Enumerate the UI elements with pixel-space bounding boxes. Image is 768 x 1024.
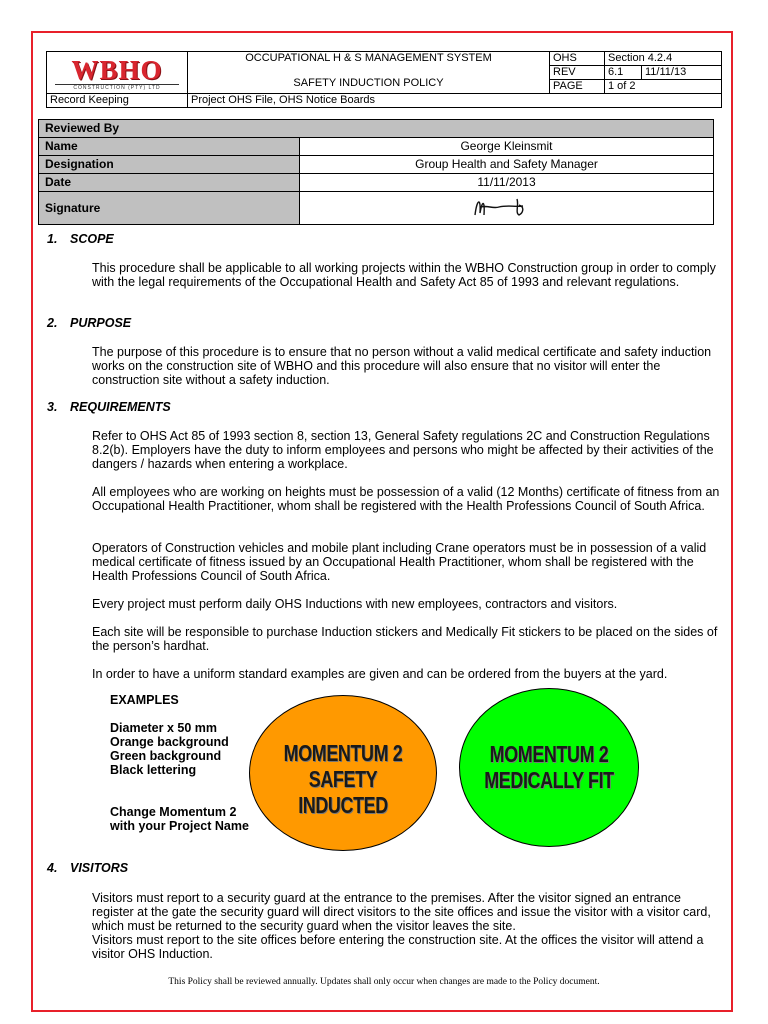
safety-inducted-sticker — [249, 695, 437, 851]
name-value: George Kleinsmit — [300, 138, 714, 156]
examples-line: Green background — [110, 749, 222, 763]
document-header-table — [46, 51, 722, 108]
examples-line: Change Momentum 2 — [110, 805, 237, 819]
section-number: 4. — [47, 861, 58, 875]
date-value: 11/11/2013 — [300, 174, 714, 192]
policy-title: SAFETY INDUCTION POLICY — [293, 77, 444, 89]
section-title: VISITORS — [70, 861, 129, 875]
purpose-text: The purpose of this procedure is to ensure that no person without a valid medical certificate and safety induction works on the construction site of WBHO and this procedure will also ensure that no visitor will enter the construction site without a safety induction. — [92, 345, 712, 387]
ohs-label: OHS — [550, 52, 605, 66]
requirements-p6: In order to have a uniform standard examples are given and can be ordered from the buyers at the yard. — [92, 667, 668, 681]
section-title: PURPOSE — [70, 316, 132, 330]
signature-label: Signature — [39, 192, 300, 225]
sticker-line: SAFETY INDUCTED — [298, 766, 388, 818]
reviewed-by-title: Reviewed By — [39, 120, 714, 138]
reviewed-by-table — [38, 119, 714, 225]
section-title: SCOPE — [70, 232, 114, 246]
scope-text: This procedure shall be applicable to all working projects within the WBHO Construction group in order to comply with the legal requirements of the Occupational Health and Safety Act 85 of 1993 and relevant regulations. — [92, 261, 716, 289]
date-label: Date — [39, 174, 300, 192]
section-number: 3. — [47, 400, 58, 414]
ohs-value: Section 4.2.4 — [605, 52, 722, 66]
name-label: Name — [39, 138, 300, 156]
rev-value: 6.1 — [605, 66, 642, 80]
rev-label: REV — [550, 66, 605, 80]
examples-line: with your Project Name — [110, 819, 249, 833]
medically-fit-sticker — [459, 688, 639, 847]
sticker-line: MEDICALLY FIT — [484, 767, 614, 793]
section-requirements-heading — [47, 400, 171, 414]
examples-line: Orange background — [110, 735, 229, 749]
examples-heading: EXAMPLES — [110, 693, 179, 707]
section-purpose-heading — [47, 316, 131, 330]
logo-subtext: CONSTRUCTION (PTY) LTD — [55, 84, 179, 92]
designation-label: Designation — [39, 156, 300, 174]
requirements-p5: Each site will be responsible to purchase Induction stickers and Medically Fit stickers to be placed on the sides of the person’s hardhat. — [92, 625, 718, 653]
page-label: PAGE — [550, 80, 605, 94]
sticker-line: MOMENTUM 2 — [489, 741, 609, 767]
requirements-p3: Operators of Construction vehicles and mobile plant including Crane operators must be in possession of a valid medical certificate of fitness issued by an Occupational Health Practitioner, whom shall be registered with the Health Professions Council of South Africa. — [92, 541, 707, 583]
examples-block — [110, 693, 249, 833]
footer-note: This Policy shall be reviewed annually. Updates shall only occur when changes are made to the Policy document. — [168, 977, 600, 987]
requirements-p2: All employees who are working on heights must be possession of a valid (12 Months) certificate of fitness from an Occupational Health Practitioner, whom shall be registered with the Health Professions Council of South Africa. — [92, 485, 720, 513]
record-label: Record Keeping — [47, 94, 188, 108]
visitors-p2: Visitors must report to the site offices before entering the construction site. At the offices the visitor will attend a visitor OHS Induction. — [92, 933, 704, 961]
signature-image — [467, 193, 547, 219]
logo — [47, 52, 188, 94]
section-visitors-heading — [47, 861, 128, 875]
section-scope-heading — [47, 232, 114, 246]
designation-value: Group Health and Safety Manager — [300, 156, 714, 174]
examples-line: Diameter x 50 mm — [110, 721, 218, 735]
section-number: 1. — [47, 232, 58, 246]
signature — [300, 192, 714, 225]
logo-text: WBHO — [71, 55, 163, 85]
sticker-line: MOMENTUM 2 — [283, 740, 403, 766]
section-title: REQUIREMENTS — [70, 400, 171, 414]
system-title-cell — [188, 52, 550, 94]
visitors-p1: Visitors must report to a security guard at the entrance to the premises. After the visitor signed an entrance register at the gate the security guard will direct visitors to the site offices and issue the visitor with a visitor card, which must be returned to the security guard when the visitor leaves the site. — [92, 891, 711, 933]
rev-date: 11/11/13 — [642, 66, 722, 80]
record-value: Project OHS File, OHS Notice Boards — [188, 94, 722, 108]
requirements-p4: Every project must perform daily OHS Inductions with new employees, contractors and visitors. — [92, 597, 618, 611]
page-value: 1 of 2 — [605, 80, 722, 94]
section-number: 2. — [47, 316, 58, 330]
examples-line: Black lettering — [110, 763, 197, 777]
requirements-p1: Refer to OHS Act 85 of 1993 section 8, section 13, General Safety regulations 2C and Construction Regulations 8.2(b). Employers have the duty to inform employees and persons who might be affected by their activities of the dangers / hazards when entering a workplace. — [92, 429, 714, 471]
system-title: OCCUPATIONAL H & S MANAGEMENT SYSTEM — [245, 52, 492, 64]
